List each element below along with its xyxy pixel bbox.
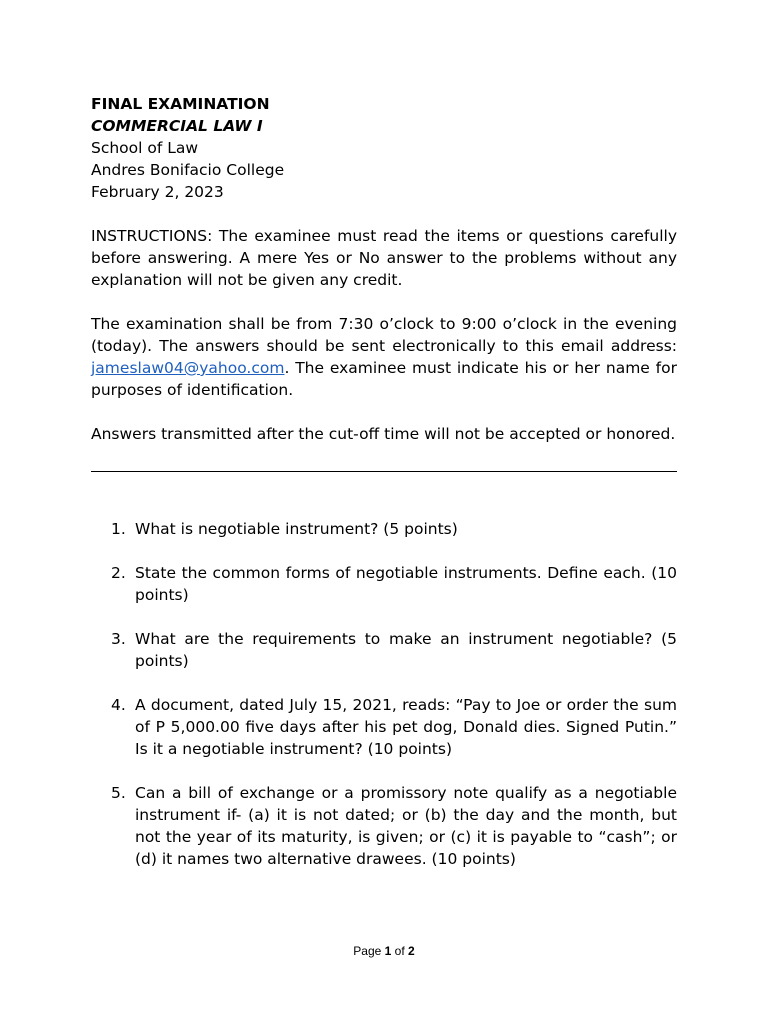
email-link[interactable]: jameslaw04@yahoo.com	[91, 359, 285, 377]
college-name: Andres Bonifacio College	[91, 161, 285, 179]
cutoff-notice: Answers transmitted after the cut-off time will not be accepted or honored.	[91, 425, 676, 443]
school-name: School of Law	[91, 139, 199, 157]
question-text: What are the requirements to make an instrument negotiable? (5 points)	[135, 630, 677, 670]
exam-date: February 2, 2023	[91, 183, 224, 201]
question-text: A document, dated July 15, 2021, reads: “Pay to Joe or order the sum of P 5,000.00 five days after his pet dog, Donald dies. Signed Putin.” Is it a negotiable instrument? (10 points)	[135, 696, 677, 758]
question-item	[111, 694, 677, 760]
page-label: Page	[353, 944, 382, 958]
question-number: 5.	[111, 784, 126, 802]
question-text: Can a bill of exchange or a promissory note qualify as a negotiable instrument if- (a) it is not dated; or (b) the day and the month, but not the year of its maturity, is given; or (c) it is payable to “cash”; or (d) it names two alternative drawees. (10 points)	[135, 784, 677, 868]
question-list	[111, 518, 677, 892]
schedule-text-after-email: . The examinee must indicate his or her name for purposes of identification.	[91, 359, 677, 399]
question-number: 2.	[111, 564, 126, 582]
exam-body	[91, 93, 677, 445]
page-footer	[0, 943, 768, 959]
instructions-paragraph: INSTRUCTIONS: The examinee must read the items or questions carefully before answering. A mere Yes or No answer to the problems without any explanation will not be given any credit.	[91, 227, 677, 289]
question-number: 4.	[111, 696, 126, 714]
question-item	[111, 518, 677, 540]
question-text: State the common forms of negotiable instruments. Define each. (10 points)	[135, 564, 677, 604]
question-item	[111, 628, 677, 672]
total-pages-number: 2	[408, 944, 415, 958]
exam-title: FINAL EXAMINATION	[91, 95, 270, 113]
question-number: 3.	[111, 630, 126, 648]
current-page-number: 1	[384, 944, 392, 958]
schedule-text-before-email: The examination shall be from 7:30 o’clock to 9:00 o’clock in the evening (today). The answers should be sent electronically to this email address:	[91, 315, 677, 355]
question-text: What is negotiable instrument? (5 points)	[135, 520, 458, 538]
question-item	[111, 782, 677, 870]
section-divider	[91, 471, 677, 472]
question-item	[111, 562, 677, 606]
of-label: of	[394, 944, 405, 958]
question-number: 1.	[111, 520, 126, 538]
course-name: COMMERCIAL LAW I	[91, 117, 263, 135]
schedule-paragraph	[91, 313, 677, 401]
